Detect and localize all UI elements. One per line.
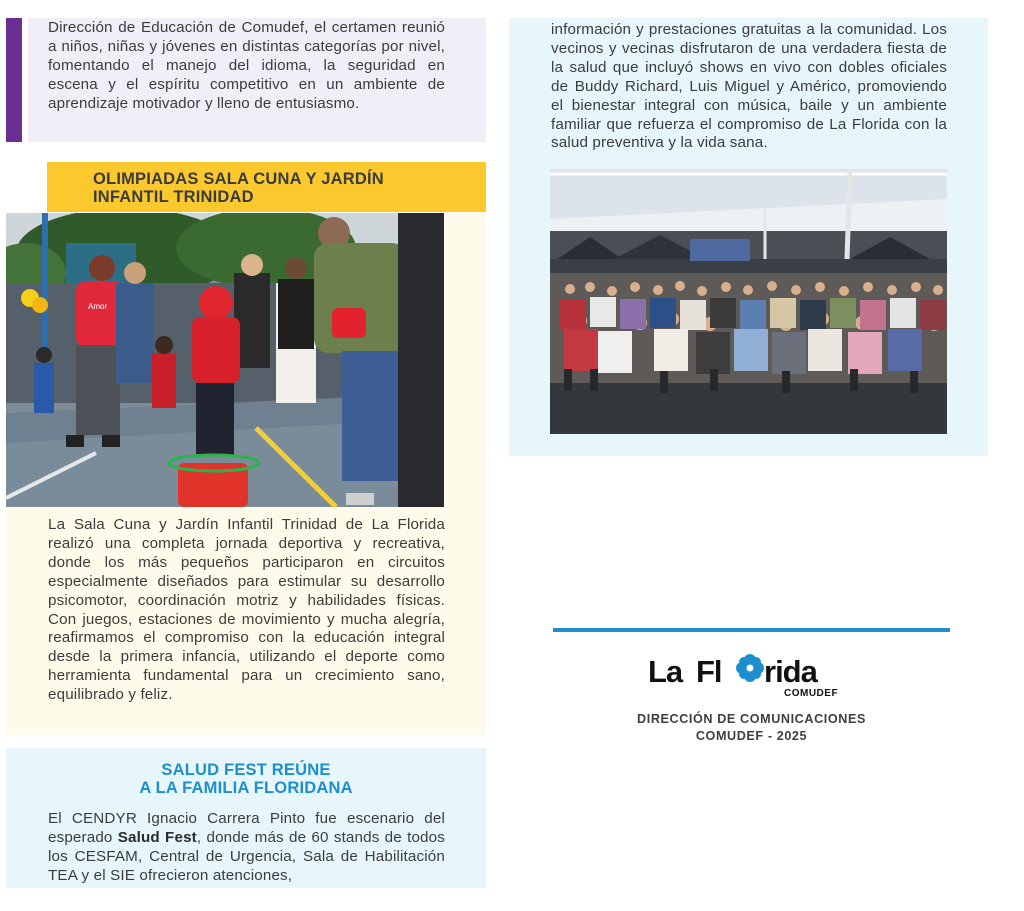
la-florida-logo-graphic	[646, 652, 858, 700]
salud-fest-photo	[550, 169, 947, 434]
olimpiadas-title-line2: INFANTIL TRINIDAD	[93, 187, 254, 206]
footer-org-line2: COMUDEF - 2025	[695, 729, 808, 743]
logo-word-fl: Fl	[696, 654, 722, 689]
olimpiadas-title	[93, 171, 473, 206]
salud-fest-continuation: información y prestaciones gratuitas a la comunidad. Los vecinos y vecinas disfrutaron de una verdadera fiesta de la salud que incluyó shows en vivo con dobles oficiales de Buddy Richard, Luis Miguel y Américo, promoviendo el bienestar integral con música, baile y un ambiente familiar que refuerza el compromiso de La Florida con la salud preventiva y la vida sana.	[551, 21, 947, 152]
salud-fest-title-line1: SALUD FEST REÚNE	[161, 761, 331, 779]
shirt-print: Amor	[88, 302, 108, 311]
purple-accent-bar	[6, 18, 22, 142]
olimpiadas-paragraph: La Sala Cuna y Jardín Infantil Trinidad de La Florida realizó una completa jornada deportiva y recreativa, donde los más pequeños participaron en circuitos especialmente diseñados para estimular su desarrollo psicomotor, coordinación motriz y habilidades físicas. Con juegos, estaciones de movimiento y mucha alegría, reafirmamos el compromiso con la educación integral desde la primera infancia, utilizando el deporte como herramienta fundamental para un crecimiento sano, equilibrado y feliz.	[48, 516, 445, 704]
logo-word-la: La	[648, 654, 683, 689]
salud-fest-title-line2: A LA FAMILIA FLORIDANA	[139, 778, 353, 797]
olimpiadas-photo	[6, 213, 444, 507]
logo-sub: COMUDEF	[784, 688, 839, 699]
footer-organization	[553, 711, 950, 745]
intro-paragraph: Dirección de Educación de Comudef, el certamen reunió a niños, niñas y jóvenes en distintas categorías por nivel, fomentando el manejo del idioma, la seguridad en escena y el espíritu competitivo en un ambiente de aprendizaje motivador y lleno de entusiasmo.	[48, 19, 445, 112]
flower-icon	[736, 654, 764, 682]
la-florida-logo	[646, 652, 858, 700]
salud-fest-text-a: El CENDYR Ignacio Carrera Pinto fue escenario del esperado	[48, 810, 445, 846]
kids-activity-photo	[6, 213, 444, 507]
olimpiadas-title-line1: OLIMPIADAS SALA CUNA Y JARDÍN	[93, 170, 384, 188]
salud-fest-title	[96, 762, 396, 797]
salud-fest-text-b: , donde más de 60 stands de todos los CESFAM, Central de Urgencia, Sala de Habilitación TEA y el SIE ofrecieron atenciones,	[48, 828, 445, 884]
crowd-photo	[550, 169, 947, 434]
logo-word-rida: rida	[764, 654, 817, 689]
salud-fest-paragraph	[48, 810, 445, 886]
salud-fest-bold: Salud Fest	[117, 828, 197, 846]
footer-divider	[553, 628, 950, 632]
footer-org-line1: DIRECCIÓN DE COMUNICACIONES	[637, 712, 866, 726]
